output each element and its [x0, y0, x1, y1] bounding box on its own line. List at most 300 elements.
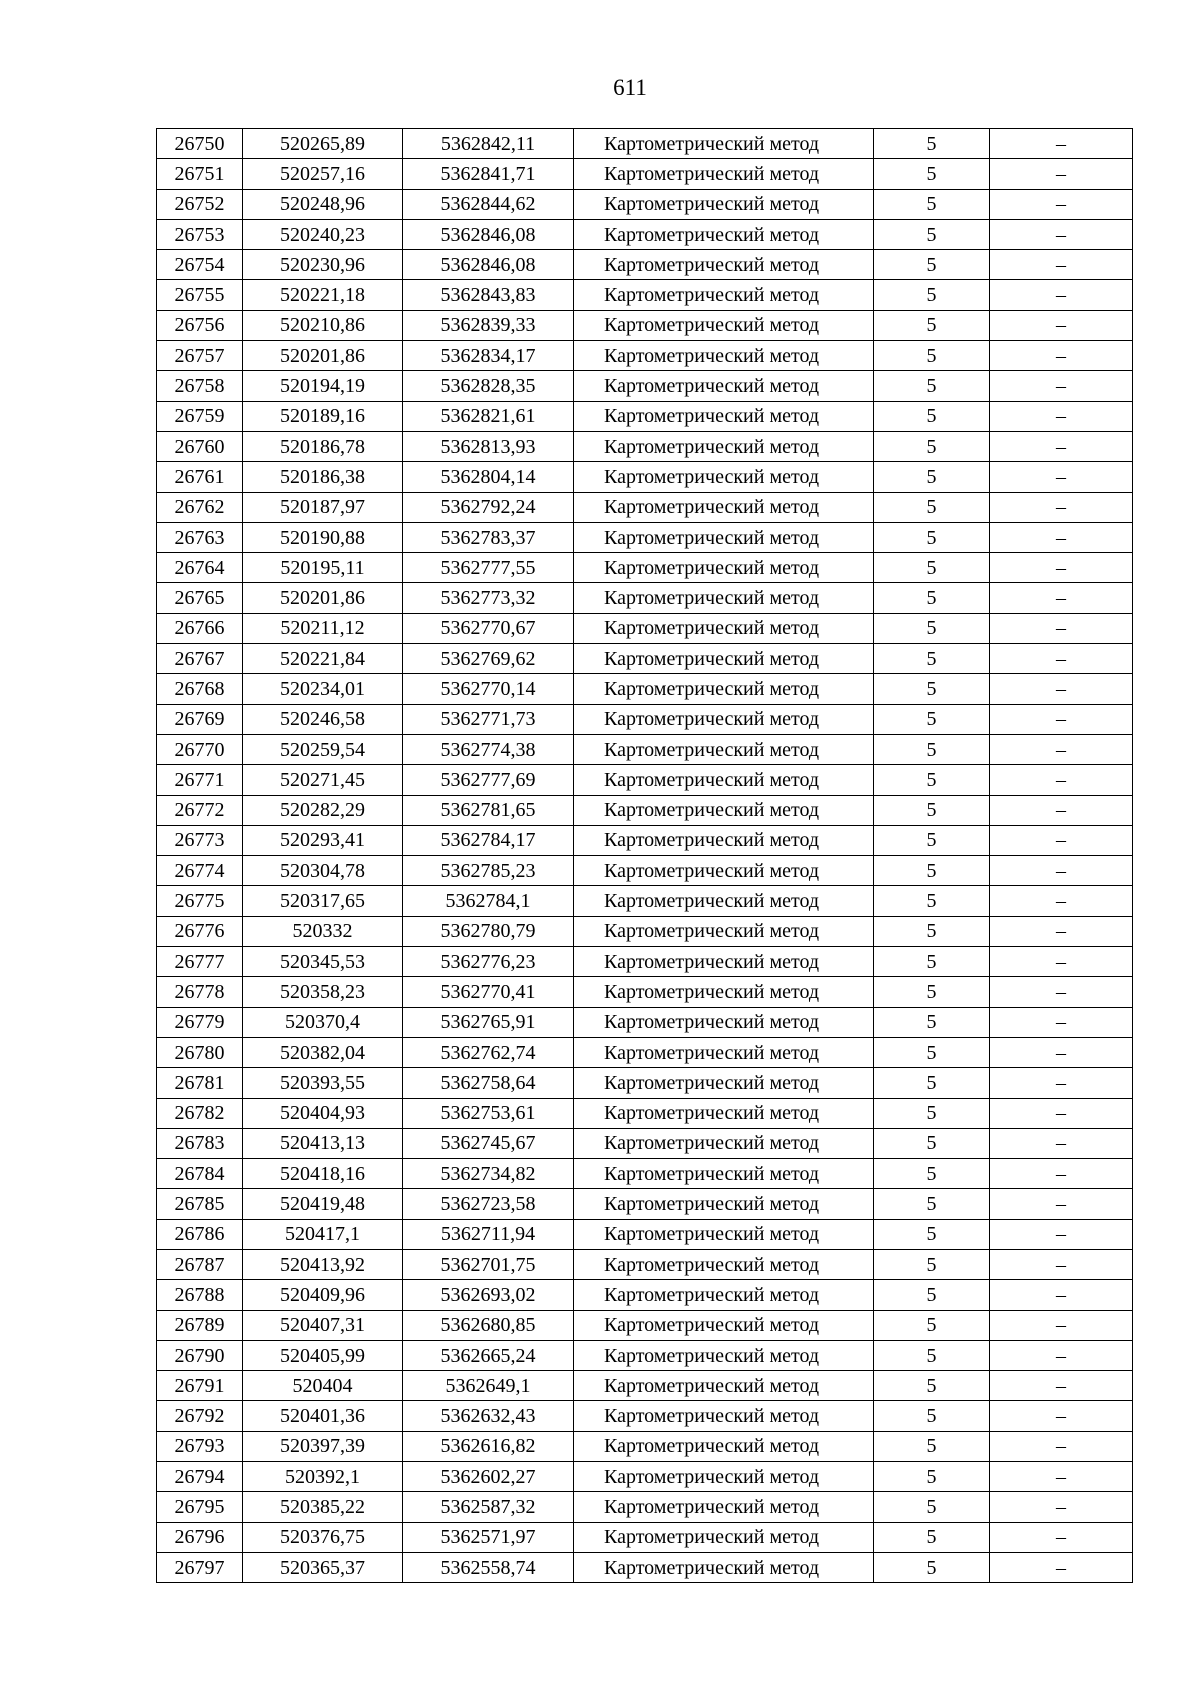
x-coordinate-cell: 520195,11 — [243, 553, 403, 583]
point-number-cell: 26760 — [157, 431, 243, 461]
accuracy-cell: 5 — [874, 856, 990, 886]
table-row — [157, 734, 1133, 764]
point-number-cell: 26787 — [157, 1249, 243, 1279]
point-number-cell: 26786 — [157, 1219, 243, 1249]
x-coordinate-cell: 520189,16 — [243, 401, 403, 431]
x-coordinate-cell: 520385,22 — [243, 1492, 403, 1522]
note-cell: – — [990, 219, 1133, 249]
note-cell: – — [990, 1189, 1133, 1219]
x-coordinate-cell: 520393,55 — [243, 1068, 403, 1098]
accuracy-cell: 5 — [874, 1462, 990, 1492]
point-number-cell: 26775 — [157, 886, 243, 916]
point-number-cell: 26766 — [157, 613, 243, 643]
method-cell: Картометрический метод — [574, 1462, 874, 1492]
point-number-cell: 26751 — [157, 159, 243, 189]
note-cell: – — [990, 310, 1133, 340]
note-cell: – — [990, 1128, 1133, 1158]
method-cell: Картометрический метод — [574, 522, 874, 552]
x-coordinate-cell: 520404 — [243, 1371, 403, 1401]
table-row — [157, 1492, 1133, 1522]
y-coordinate-cell: 5362558,74 — [403, 1552, 574, 1582]
table-row — [157, 1340, 1133, 1370]
note-cell: – — [990, 522, 1133, 552]
method-cell: Картометрический метод — [574, 765, 874, 795]
y-coordinate-cell: 5362632,43 — [403, 1401, 574, 1431]
point-number-cell: 26754 — [157, 250, 243, 280]
x-coordinate-cell: 520186,38 — [243, 462, 403, 492]
y-coordinate-cell: 5362602,27 — [403, 1462, 574, 1492]
method-cell: Картометрический метод — [574, 1037, 874, 1067]
note-cell: – — [990, 280, 1133, 310]
note-cell: – — [990, 644, 1133, 674]
y-coordinate-cell: 5362711,94 — [403, 1219, 574, 1249]
note-cell: – — [990, 1340, 1133, 1370]
table-row — [157, 1007, 1133, 1037]
y-coordinate-cell: 5362774,38 — [403, 734, 574, 764]
x-coordinate-cell: 520210,86 — [243, 310, 403, 340]
y-coordinate-cell: 5362777,69 — [403, 765, 574, 795]
accuracy-cell: 5 — [874, 1552, 990, 1582]
accuracy-cell: 5 — [874, 553, 990, 583]
point-number-cell: 26783 — [157, 1128, 243, 1158]
method-cell: Картометрический метод — [574, 856, 874, 886]
method-cell: Картометрический метод — [574, 613, 874, 643]
y-coordinate-cell: 5362842,11 — [403, 129, 574, 159]
point-number-cell: 26772 — [157, 795, 243, 825]
note-cell: – — [990, 1492, 1133, 1522]
point-number-cell: 26755 — [157, 280, 243, 310]
x-coordinate-cell: 520271,45 — [243, 765, 403, 795]
accuracy-cell: 5 — [874, 280, 990, 310]
y-coordinate-cell: 5362770,67 — [403, 613, 574, 643]
accuracy-cell: 5 — [874, 250, 990, 280]
x-coordinate-cell: 520413,92 — [243, 1249, 403, 1279]
table-row — [157, 1189, 1133, 1219]
method-cell: Картометрический метод — [574, 1340, 874, 1370]
method-cell: Картометрический метод — [574, 1159, 874, 1189]
y-coordinate-cell: 5362784,17 — [403, 825, 574, 855]
accuracy-cell: 5 — [874, 159, 990, 189]
accuracy-cell: 5 — [874, 1128, 990, 1158]
y-coordinate-cell: 5362834,17 — [403, 341, 574, 371]
x-coordinate-cell: 520187,97 — [243, 492, 403, 522]
y-coordinate-cell: 5362844,62 — [403, 189, 574, 219]
accuracy-cell: 5 — [874, 1098, 990, 1128]
point-number-cell: 26771 — [157, 765, 243, 795]
note-cell: – — [990, 1462, 1133, 1492]
note-cell: – — [990, 159, 1133, 189]
x-coordinate-cell: 520397,39 — [243, 1431, 403, 1461]
point-number-cell: 26794 — [157, 1462, 243, 1492]
accuracy-cell: 5 — [874, 1037, 990, 1067]
table-row — [157, 1552, 1133, 1582]
method-cell: Картометрический метод — [574, 886, 874, 916]
method-cell: Картометрический метод — [574, 280, 874, 310]
point-number-cell: 26777 — [157, 947, 243, 977]
note-cell: – — [990, 856, 1133, 886]
x-coordinate-cell: 520365,37 — [243, 1552, 403, 1582]
note-cell: – — [990, 371, 1133, 401]
method-cell: Картометрический метод — [574, 462, 874, 492]
x-coordinate-cell: 520407,31 — [243, 1310, 403, 1340]
table-row — [157, 977, 1133, 1007]
note-cell: – — [990, 462, 1133, 492]
table-row — [157, 825, 1133, 855]
accuracy-cell: 5 — [874, 219, 990, 249]
table-row — [157, 1249, 1133, 1279]
y-coordinate-cell: 5362753,61 — [403, 1098, 574, 1128]
method-cell: Картометрический метод — [574, 401, 874, 431]
table-row — [157, 1280, 1133, 1310]
table-row — [157, 219, 1133, 249]
table-row — [157, 856, 1133, 886]
y-coordinate-cell: 5362734,82 — [403, 1159, 574, 1189]
x-coordinate-cell: 520248,96 — [243, 189, 403, 219]
accuracy-cell: 5 — [874, 401, 990, 431]
table-row — [157, 583, 1133, 613]
y-coordinate-cell: 5362773,32 — [403, 583, 574, 613]
accuracy-cell: 5 — [874, 492, 990, 522]
x-coordinate-cell: 520317,65 — [243, 886, 403, 916]
note-cell: – — [990, 795, 1133, 825]
y-coordinate-cell: 5362665,24 — [403, 1340, 574, 1370]
x-coordinate-cell: 520382,04 — [243, 1037, 403, 1067]
x-coordinate-cell: 520401,36 — [243, 1401, 403, 1431]
point-number-cell: 26763 — [157, 522, 243, 552]
table-row — [157, 341, 1133, 371]
note-cell: – — [990, 1159, 1133, 1189]
y-coordinate-cell: 5362745,67 — [403, 1128, 574, 1158]
note-cell: – — [990, 674, 1133, 704]
point-number-cell: 26758 — [157, 371, 243, 401]
method-cell: Картометрический метод — [574, 219, 874, 249]
table-row — [157, 1068, 1133, 1098]
y-coordinate-cell: 5362776,23 — [403, 947, 574, 977]
table-row — [157, 795, 1133, 825]
table-row — [157, 462, 1133, 492]
accuracy-cell: 5 — [874, 583, 990, 613]
point-number-cell: 26791 — [157, 1371, 243, 1401]
y-coordinate-cell: 5362804,14 — [403, 462, 574, 492]
note-cell: – — [990, 977, 1133, 1007]
note-cell: – — [990, 341, 1133, 371]
method-cell: Картометрический метод — [574, 431, 874, 461]
method-cell: Картометрический метод — [574, 1552, 874, 1582]
point-number-cell: 26765 — [157, 583, 243, 613]
method-cell: Картометрический метод — [574, 1280, 874, 1310]
y-coordinate-cell: 5362846,08 — [403, 219, 574, 249]
table-row — [157, 431, 1133, 461]
y-coordinate-cell: 5362758,64 — [403, 1068, 574, 1098]
accuracy-cell: 5 — [874, 674, 990, 704]
accuracy-cell: 5 — [874, 1159, 990, 1189]
coordinates-table — [156, 128, 1133, 1583]
note-cell: – — [990, 886, 1133, 916]
point-number-cell: 26764 — [157, 553, 243, 583]
point-number-cell: 26756 — [157, 310, 243, 340]
y-coordinate-cell: 5362785,23 — [403, 856, 574, 886]
table-row — [157, 704, 1133, 734]
x-coordinate-cell: 520376,75 — [243, 1522, 403, 1552]
x-coordinate-cell: 520370,4 — [243, 1007, 403, 1037]
accuracy-cell: 5 — [874, 310, 990, 340]
y-coordinate-cell: 5362771,73 — [403, 704, 574, 734]
table-row — [157, 1159, 1133, 1189]
y-coordinate-cell: 5362783,37 — [403, 522, 574, 552]
y-coordinate-cell: 5362769,62 — [403, 644, 574, 674]
y-coordinate-cell: 5362693,02 — [403, 1280, 574, 1310]
point-number-cell: 26784 — [157, 1159, 243, 1189]
point-number-cell: 26767 — [157, 644, 243, 674]
x-coordinate-cell: 520418,16 — [243, 1159, 403, 1189]
accuracy-cell: 5 — [874, 1007, 990, 1037]
x-coordinate-cell: 520413,13 — [243, 1128, 403, 1158]
point-number-cell: 26762 — [157, 492, 243, 522]
method-cell: Картометрический метод — [574, 1249, 874, 1279]
accuracy-cell: 5 — [874, 825, 990, 855]
method-cell: Картометрический метод — [574, 674, 874, 704]
table-row — [157, 189, 1133, 219]
method-cell: Картометрический метод — [574, 1219, 874, 1249]
method-cell: Картометрический метод — [574, 977, 874, 1007]
point-number-cell: 26774 — [157, 856, 243, 886]
note-cell: – — [990, 1037, 1133, 1067]
accuracy-cell: 5 — [874, 1340, 990, 1370]
y-coordinate-cell: 5362813,93 — [403, 431, 574, 461]
table-row — [157, 280, 1133, 310]
note-cell: – — [990, 947, 1133, 977]
y-coordinate-cell: 5362821,61 — [403, 401, 574, 431]
x-coordinate-cell: 520190,88 — [243, 522, 403, 552]
accuracy-cell: 5 — [874, 886, 990, 916]
y-coordinate-cell: 5362616,82 — [403, 1431, 574, 1461]
y-coordinate-cell: 5362680,85 — [403, 1310, 574, 1340]
table-row — [157, 947, 1133, 977]
x-coordinate-cell: 520409,96 — [243, 1280, 403, 1310]
method-cell: Картометрический метод — [574, 1098, 874, 1128]
accuracy-cell: 5 — [874, 1431, 990, 1461]
method-cell: Картометрический метод — [574, 734, 874, 764]
method-cell: Картометрический метод — [574, 704, 874, 734]
table-row — [157, 371, 1133, 401]
accuracy-cell: 5 — [874, 1280, 990, 1310]
point-number-cell: 26797 — [157, 1552, 243, 1582]
y-coordinate-cell: 5362770,41 — [403, 977, 574, 1007]
method-cell: Картометрический метод — [574, 1189, 874, 1219]
note-cell: – — [990, 1007, 1133, 1037]
y-coordinate-cell: 5362792,24 — [403, 492, 574, 522]
x-coordinate-cell: 520221,18 — [243, 280, 403, 310]
point-number-cell: 26779 — [157, 1007, 243, 1037]
x-coordinate-cell: 520221,84 — [243, 644, 403, 674]
point-number-cell: 26773 — [157, 825, 243, 855]
table-row — [157, 492, 1133, 522]
accuracy-cell: 5 — [874, 522, 990, 552]
accuracy-cell: 5 — [874, 916, 990, 946]
point-number-cell: 26757 — [157, 341, 243, 371]
x-coordinate-cell: 520419,48 — [243, 1189, 403, 1219]
note-cell: – — [990, 1371, 1133, 1401]
note-cell: – — [990, 1310, 1133, 1340]
table-row — [157, 1371, 1133, 1401]
table-row — [157, 613, 1133, 643]
y-coordinate-cell: 5362828,35 — [403, 371, 574, 401]
x-coordinate-cell: 520186,78 — [243, 431, 403, 461]
method-cell: Картометрический метод — [574, 1401, 874, 1431]
note-cell: – — [990, 1280, 1133, 1310]
method-cell: Картометрический метод — [574, 341, 874, 371]
point-number-cell: 26753 — [157, 219, 243, 249]
note-cell: – — [990, 613, 1133, 643]
table-row — [157, 159, 1133, 189]
x-coordinate-cell: 520246,58 — [243, 704, 403, 734]
x-coordinate-cell: 520211,12 — [243, 613, 403, 643]
method-cell: Картометрический метод — [574, 159, 874, 189]
note-cell: – — [990, 492, 1133, 522]
accuracy-cell: 5 — [874, 1219, 990, 1249]
method-cell: Картометрический метод — [574, 310, 874, 340]
method-cell: Картометрический метод — [574, 129, 874, 159]
note-cell: – — [990, 765, 1133, 795]
method-cell: Картометрический метод — [574, 644, 874, 674]
method-cell: Картометрический метод — [574, 553, 874, 583]
accuracy-cell: 5 — [874, 431, 990, 461]
x-coordinate-cell: 520293,41 — [243, 825, 403, 855]
point-number-cell: 26768 — [157, 674, 243, 704]
y-coordinate-cell: 5362701,75 — [403, 1249, 574, 1279]
point-number-cell: 26761 — [157, 462, 243, 492]
note-cell: – — [990, 583, 1133, 613]
table-row — [157, 1522, 1133, 1552]
point-number-cell: 26795 — [157, 1492, 243, 1522]
point-number-cell: 26792 — [157, 1401, 243, 1431]
point-number-cell: 26790 — [157, 1340, 243, 1370]
x-coordinate-cell: 520304,78 — [243, 856, 403, 886]
point-number-cell: 26770 — [157, 734, 243, 764]
x-coordinate-cell: 520332 — [243, 916, 403, 946]
table-row — [157, 129, 1133, 159]
y-coordinate-cell: 5362780,79 — [403, 916, 574, 946]
note-cell: – — [990, 734, 1133, 764]
y-coordinate-cell: 5362770,14 — [403, 674, 574, 704]
table-row — [157, 674, 1133, 704]
x-coordinate-cell: 520417,1 — [243, 1219, 403, 1249]
accuracy-cell: 5 — [874, 462, 990, 492]
note-cell: – — [990, 1068, 1133, 1098]
accuracy-cell: 5 — [874, 613, 990, 643]
note-cell: – — [990, 1219, 1133, 1249]
table-row — [157, 765, 1133, 795]
table-row — [157, 310, 1133, 340]
point-number-cell: 26788 — [157, 1280, 243, 1310]
accuracy-cell: 5 — [874, 644, 990, 674]
method-cell: Картометрический метод — [574, 1522, 874, 1552]
note-cell: – — [990, 431, 1133, 461]
x-coordinate-cell: 520201,86 — [243, 583, 403, 613]
x-coordinate-cell: 520358,23 — [243, 977, 403, 1007]
point-number-cell: 26780 — [157, 1037, 243, 1067]
point-number-cell: 26750 — [157, 129, 243, 159]
table-row — [157, 644, 1133, 674]
y-coordinate-cell: 5362762,74 — [403, 1037, 574, 1067]
table-row — [157, 401, 1133, 431]
point-number-cell: 26781 — [157, 1068, 243, 1098]
point-number-cell: 26776 — [157, 916, 243, 946]
note-cell: – — [990, 1522, 1133, 1552]
method-cell: Картометрический метод — [574, 1128, 874, 1158]
table-row — [157, 1462, 1133, 1492]
point-number-cell: 26789 — [157, 1310, 243, 1340]
y-coordinate-cell: 5362571,97 — [403, 1522, 574, 1552]
accuracy-cell: 5 — [874, 734, 990, 764]
note-cell: – — [990, 1431, 1133, 1461]
accuracy-cell: 5 — [874, 129, 990, 159]
table-row — [157, 916, 1133, 946]
x-coordinate-cell: 520265,89 — [243, 129, 403, 159]
y-coordinate-cell: 5362841,71 — [403, 159, 574, 189]
coordinates-table-body — [157, 129, 1133, 1583]
accuracy-cell: 5 — [874, 765, 990, 795]
table-row — [157, 1128, 1133, 1158]
method-cell: Картометрический метод — [574, 371, 874, 401]
table-row — [157, 886, 1133, 916]
table-row — [157, 1098, 1133, 1128]
accuracy-cell: 5 — [874, 947, 990, 977]
note-cell: – — [990, 1552, 1133, 1582]
method-cell: Картометрический метод — [574, 916, 874, 946]
x-coordinate-cell: 520404,93 — [243, 1098, 403, 1128]
point-number-cell: 26793 — [157, 1431, 243, 1461]
accuracy-cell: 5 — [874, 1522, 990, 1552]
note-cell: – — [990, 1401, 1133, 1431]
method-cell: Картометрический метод — [574, 1431, 874, 1461]
y-coordinate-cell: 5362846,08 — [403, 250, 574, 280]
accuracy-cell: 5 — [874, 1492, 990, 1522]
accuracy-cell: 5 — [874, 341, 990, 371]
accuracy-cell: 5 — [874, 1401, 990, 1431]
y-coordinate-cell: 5362843,83 — [403, 280, 574, 310]
y-coordinate-cell: 5362784,1 — [403, 886, 574, 916]
note-cell: – — [990, 1098, 1133, 1128]
accuracy-cell: 5 — [874, 1068, 990, 1098]
accuracy-cell: 5 — [874, 1371, 990, 1401]
note-cell: – — [990, 704, 1133, 734]
x-coordinate-cell: 520240,23 — [243, 219, 403, 249]
x-coordinate-cell: 520259,54 — [243, 734, 403, 764]
y-coordinate-cell: 5362587,32 — [403, 1492, 574, 1522]
accuracy-cell: 5 — [874, 977, 990, 1007]
y-coordinate-cell: 5362777,55 — [403, 553, 574, 583]
page-number: 611 — [613, 75, 647, 100]
y-coordinate-cell: 5362765,91 — [403, 1007, 574, 1037]
x-coordinate-cell: 520345,53 — [243, 947, 403, 977]
x-coordinate-cell: 520234,01 — [243, 674, 403, 704]
point-number-cell: 26796 — [157, 1522, 243, 1552]
method-cell: Картометрический метод — [574, 795, 874, 825]
method-cell: Картометрический метод — [574, 492, 874, 522]
table-row — [157, 1431, 1133, 1461]
accuracy-cell: 5 — [874, 371, 990, 401]
y-coordinate-cell: 5362781,65 — [403, 795, 574, 825]
accuracy-cell: 5 — [874, 795, 990, 825]
note-cell: – — [990, 553, 1133, 583]
accuracy-cell: 5 — [874, 1310, 990, 1340]
method-cell: Картометрический метод — [574, 1371, 874, 1401]
note-cell: – — [990, 825, 1133, 855]
x-coordinate-cell: 520194,19 — [243, 371, 403, 401]
accuracy-cell: 5 — [874, 1189, 990, 1219]
y-coordinate-cell: 5362723,58 — [403, 1189, 574, 1219]
